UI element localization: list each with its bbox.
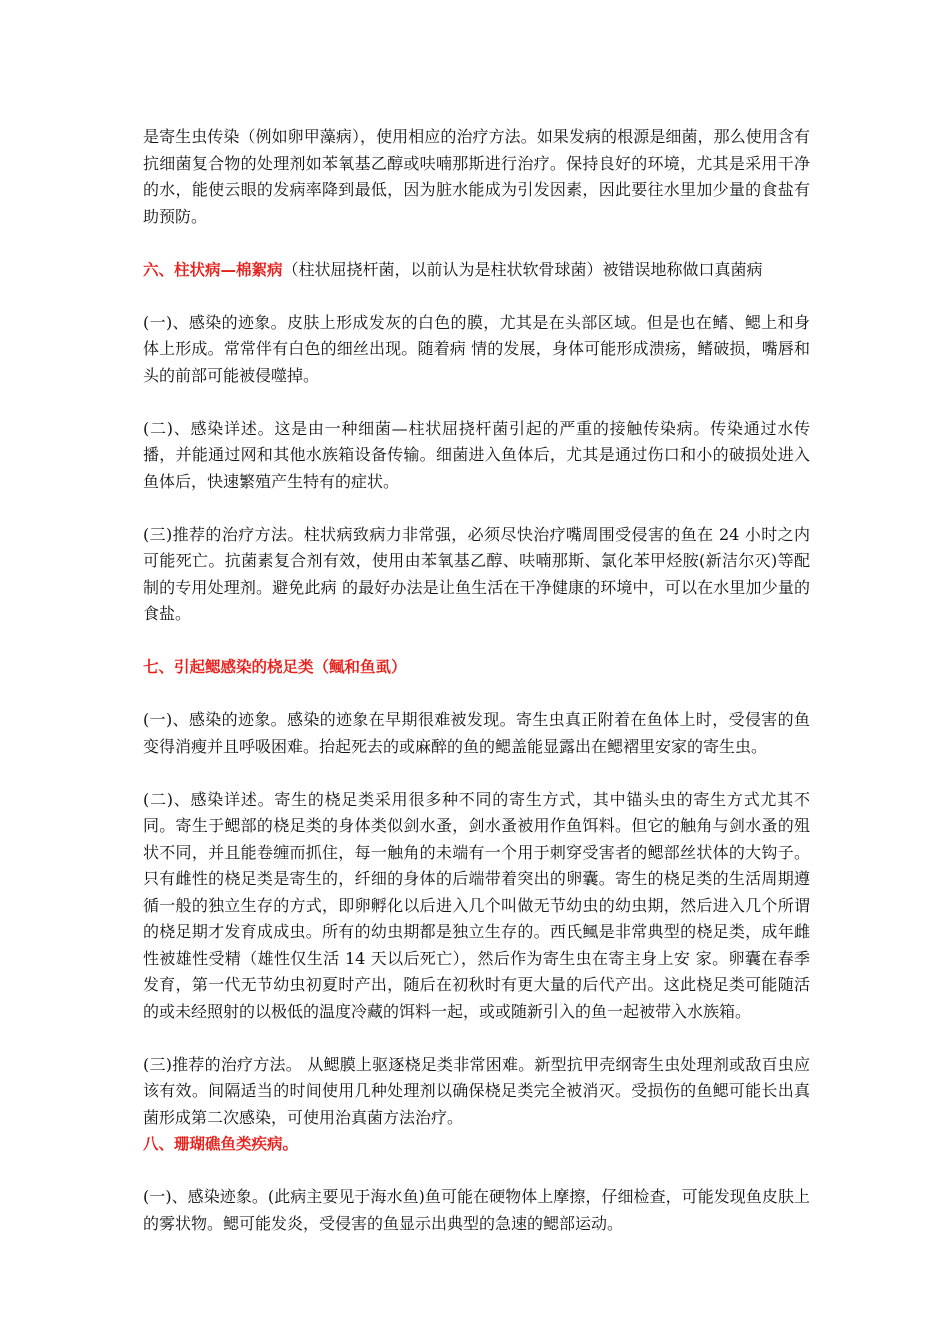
document-page [143,124,810,1264]
section-6-signs-paragraph: (一)、感染的迹象。皮肤上形成发灰的白色的膜，尤其是在头部区域。但是也在鳍、鳃上和身体上形成。常常伴有白色的细丝出现。随着病 情的发展，身体可能形成溃疡，鳍破损，嘴唇和头的前部可能被侵噬掉。 [143,312,810,385]
section-7-signs-paragraph: (一)、感染的迹象。感染的迹象在早期很难被发现。寄生虫真正附着在鱼体上时，受侵害的鱼变得消瘦并且呼吸困难。抬起死去的或麻醉的鱼的鳃盖能显露出在鳃褶里安家的寄生虫。 [143,710,810,756]
section-6-treatment-paragraph: (三)推荐的治疗方法。柱状病致病力非常强，必须尽快治疗嘴周围受侵害的鱼在 24 小时之内可能死亡。抗菌素复合剂有效，使用由苯氧基乙醇、呋喃那斯、氯化苯甲烃胺(新洁尔灭)等配制的专用处理剂。避免此病 的最好办法是让鱼生活在干净健康的环境中，可以在水里加少量的食盐。 [143,524,810,623]
section-6-title-suffix: （柱状屈挠杆菌，以前认为是柱状软骨球菌）被错误地称做口真菌病 [282,259,763,279]
section-6-details-paragraph: (二)、感染详述。这是由一种细菌—柱状屈挠杆菌引起的严重的接触传染病。传染通过水传播，并能通过网和其他水族箱设备传输。细菌进入鱼体后，尤其是通过伤口和小的破损处进入鱼体后，快速繁殖产生特有的症状。 [143,418,810,491]
section-7-heading-line [143,654,810,681]
section-8-signs-paragraph: (一)、感染迹象。(此病主要见于海水鱼)鱼可能在硬物体上摩擦，仔细检查，可能发现鱼皮肤上的雾状物。鳃可能发炎，受侵害的鱼显示出典型的急速的鳃部运动。 [143,1187,810,1233]
section-7-title: 七、引起鳃感染的桡足类（鲺和鱼虱） [143,658,407,676]
section-6-title: 六、柱状病—棉絮病 [143,260,283,279]
intro-paragraph: 是寄生虫传染（例如卵甲藻病），使用相应的治疗方法。如果发病的根源是细菌，那么使用含有抗细菌复合物的处理剂如苯氧基乙醇或呋喃那斯进行治疗。保持良好的环境，尤其是采用干净的水，能使云眼的发病率降到最低，因为脏水能成为引发因素，因此要往水里加少量的食盐有助预防。 [143,127,810,226]
section-6-heading-line [143,257,810,284]
section-8-title: 八、珊瑚礁鱼类疾病。 [143,1135,299,1153]
section-8-heading-line [143,1131,810,1158]
section-7-details-paragraph: (二)、感染详述。寄生的桡足类采用很多种不同的寄生方式，其中锚头虫的寄生方式尤其不同。寄生于鳃部的桡足类的身体类似剑水蚤，剑水蚤被用作鱼饵料。但它的触角与剑水蚤的殂状不同，并且能卷缠而抓住，每一触角的未端有一个用于刺穿受害者的鳃部丝状体的大钩子。只有雌性的桡足类是寄生的，纤细的身体的后端带着突出的卵囊。寄生的桡足类的生活周期遵循一般的独立生存的方式，即卵孵化以后进入几个叫做无节幼虫的幼虫期，然后进入几个所谓的桡足期才发育成成虫。所有的幼虫期都是独立生存的。西氏鲺是非常典型的桡足类，成年雌性被雄性受精（雄性仅生活 14 天以后死亡），然后作为寄生虫在寄主身上安 家。卵囊在春季发育，第一代无节幼虫初夏时产出，随后在初秋时有更大量的后代产出。这此桡足类可能随活的或未经照射的以极低的温度冷藏的饵料一起，或或随新引入的鱼一起被带入水族箱。 [143,789,810,1021]
section-7-treatment-paragraph: (三)推荐的治疗方法。 从鳃膜上驱逐桡足类非常困难。新型抗甲壳纲寄生虫处理剂或敌百虫应该有效。间隔适当的时间使用几种处理剂以确保桡足类完全被消灭。受损伤的鱼鳃可能长出真菌形成第二次感染，可使用治真菌方法治疗。 [143,1054,810,1127]
